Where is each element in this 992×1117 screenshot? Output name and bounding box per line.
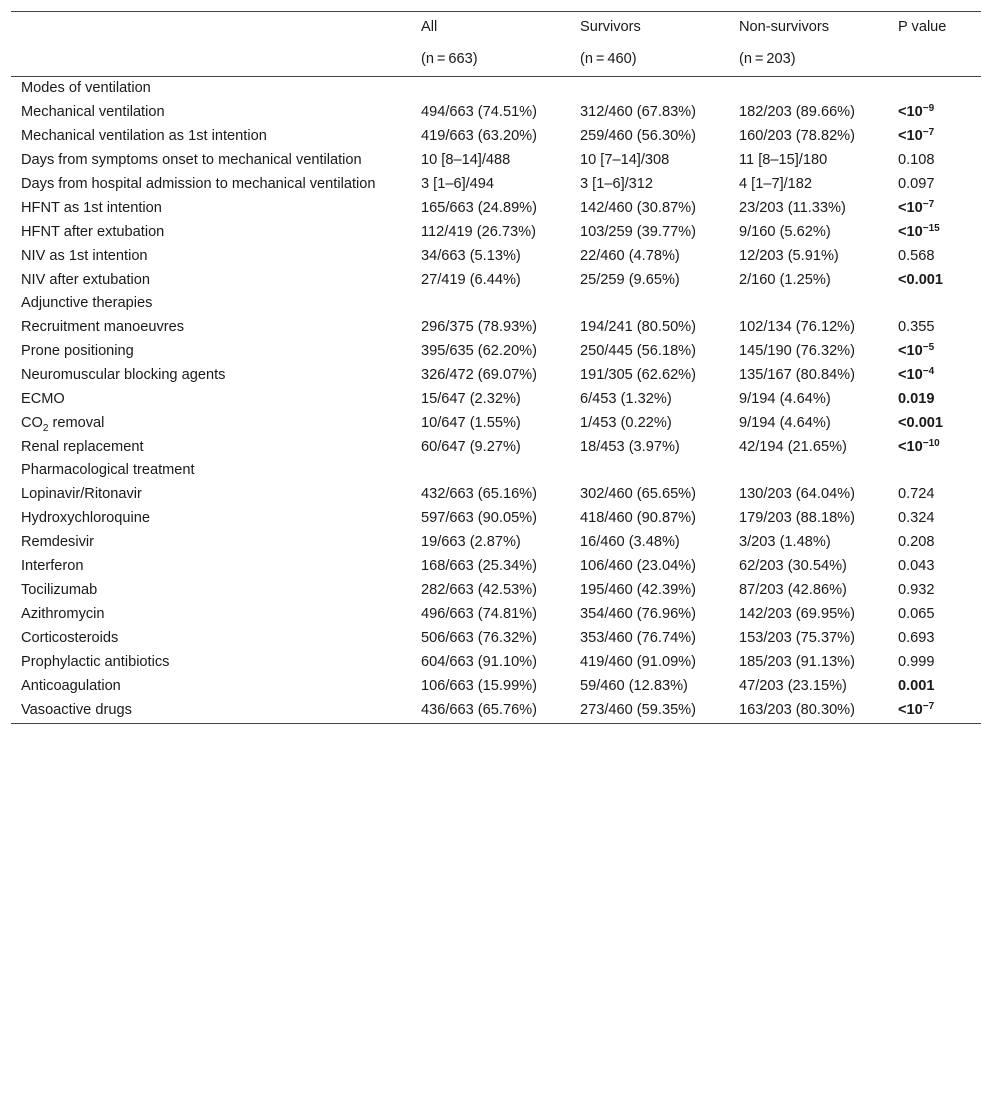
empty-cell — [570, 459, 729, 482]
cell-non-survivors: 62/203 (30.54%) — [739, 558, 847, 574]
cell-survivors: 10 [7–14]/308 — [580, 152, 670, 168]
cell-survivors: 22/460 (4.78%) — [580, 248, 680, 264]
p-value-text: 0.019 — [898, 391, 935, 407]
row-label — [11, 172, 411, 196]
header-n-non-survivors: (n = 203) — [729, 43, 888, 77]
cell-non-survivors: 182/203 (89.66%) — [739, 104, 856, 120]
row-label-text: Interferon — [21, 558, 84, 574]
row-label-text: Vasoactive drugs — [21, 702, 132, 718]
cell-all: 106/663 (15.99%) — [421, 678, 538, 694]
row-label-text: Days from symptoms onset to mechanical ventilation — [21, 152, 362, 168]
cell-survivors: 191/305 (62.62%) — [580, 367, 697, 383]
cell-all: 168/663 (25.34%) — [421, 558, 538, 574]
cell-survivors: 25/259 (9.65%) — [580, 272, 680, 288]
cell-survivors: 354/460 (76.96%) — [580, 606, 697, 622]
table-row — [11, 506, 981, 530]
row-label-subscript: 2 — [42, 423, 49, 434]
cell-survivors: 59/460 (12.83%) — [580, 678, 688, 694]
row-label — [11, 387, 411, 411]
cell-survivors: 312/460 (67.83%) — [580, 104, 697, 120]
row-label — [11, 363, 411, 387]
cell-non-survivors: 160/203 (78.82%) — [739, 128, 856, 144]
cell-survivors: 419/460 (91.09%) — [580, 654, 697, 670]
empty-cell — [888, 459, 981, 482]
p-value-text: <10 — [898, 702, 923, 718]
cell-all: 165/663 (24.89%) — [421, 200, 538, 216]
cell-survivors: 142/460 (30.87%) — [580, 200, 697, 216]
row-label — [11, 578, 411, 602]
cell-all: 419/663 (63.20%) — [421, 128, 538, 144]
header-cell-p-value: P value — [888, 12, 981, 44]
empty-cell — [729, 77, 888, 101]
cell-survivors: 103/259 (39.77%) — [580, 224, 697, 240]
data-table-container — [11, 11, 981, 724]
empty-cell — [888, 77, 981, 101]
row-label — [11, 244, 411, 268]
row-label-text: Azithromycin — [21, 606, 105, 622]
p-value-exponent: −10 — [922, 438, 940, 449]
empty-cell — [888, 292, 981, 315]
cell-p-value — [888, 554, 981, 578]
empty-cell — [570, 77, 729, 101]
row-label — [11, 100, 411, 124]
p-value-text: 0.355 — [898, 319, 935, 335]
cell-survivors: 259/460 (56.30%) — [580, 128, 697, 144]
cell-non-survivors: 9/194 (4.64%) — [739, 415, 831, 431]
cell-non-survivors: 87/203 (42.86%) — [739, 582, 847, 598]
header-row-titles — [11, 12, 981, 44]
p-value-text: <10 — [898, 367, 923, 383]
cell-p-value — [888, 387, 981, 411]
cell-survivors: 3 [1–6]/312 — [580, 176, 654, 192]
table-row — [11, 626, 981, 650]
table-row — [11, 578, 981, 602]
cell-all: 15/647 (2.32%) — [421, 391, 521, 407]
cell-non-survivors: 142/203 (69.95%) — [739, 606, 856, 622]
cell-survivors: 195/460 (42.39%) — [580, 582, 697, 598]
cell-non-survivors: 135/167 (80.84%) — [739, 367, 856, 383]
cell-survivors: 194/241 (80.50%) — [580, 319, 697, 335]
row-label — [11, 124, 411, 148]
table-row — [11, 698, 981, 724]
row-label — [11, 339, 411, 363]
p-value-text: <10 — [898, 128, 923, 144]
p-value-exponent: −7 — [922, 127, 935, 138]
row-label-text: Neuromuscular blocking agents — [21, 367, 226, 383]
cell-all: 432/663 (65.16%) — [421, 486, 538, 502]
empty-cell — [729, 459, 888, 482]
cell-non-survivors: 47/203 (23.15%) — [739, 678, 847, 694]
row-label-text: CO — [21, 415, 43, 431]
p-value-text: 0.043 — [898, 558, 935, 574]
table-row — [11, 268, 981, 292]
row-label — [11, 698, 411, 724]
p-value-text: 0.001 — [898, 678, 935, 694]
cell-p-value — [888, 220, 981, 244]
row-label — [11, 196, 411, 220]
row-label-text: NIV as 1st intention — [21, 248, 148, 264]
row-label-text: Lopinavir/Ritonavir — [21, 486, 142, 502]
empty-cell — [411, 459, 570, 482]
table-header — [11, 12, 981, 77]
table-row — [11, 124, 981, 148]
table-row — [11, 554, 981, 578]
cell-all: 494/663 (74.51%) — [421, 104, 538, 120]
cell-p-value — [888, 506, 981, 530]
empty-cell — [411, 292, 570, 315]
cell-all: 506/663 (76.32%) — [421, 630, 538, 646]
cell-all: 296/375 (78.93%) — [421, 319, 538, 335]
p-value-text: <10 — [898, 224, 923, 240]
p-value-text: 0.999 — [898, 654, 935, 670]
p-value-text: 0.693 — [898, 630, 935, 646]
cell-p-value — [888, 124, 981, 148]
row-label-text: Tocilizumab — [21, 582, 98, 598]
cell-non-survivors: 23/203 (11.33%) — [739, 200, 846, 216]
table-row — [11, 244, 981, 268]
cell-non-survivors: 179/203 (88.18%) — [739, 510, 856, 526]
cell-p-value — [888, 339, 981, 363]
header-n-variable — [11, 43, 411, 77]
cell-all: 326/472 (69.07%) — [421, 367, 538, 383]
p-value-text: 0.065 — [898, 606, 935, 622]
row-label — [11, 530, 411, 554]
table-row — [11, 100, 981, 124]
row-label-text: Remdesivir — [21, 534, 94, 550]
row-label — [11, 148, 411, 172]
cell-non-survivors: 130/203 (64.04%) — [739, 486, 856, 502]
header-n-survivors: (n = 460) — [570, 43, 729, 77]
cell-survivors: 106/460 (23.04%) — [580, 558, 697, 574]
p-value-text: <0.001 — [898, 272, 944, 288]
p-value-exponent: −7 — [922, 701, 935, 712]
table-row — [11, 530, 981, 554]
section-heading-row — [11, 459, 981, 482]
p-value-text: <0.001 — [898, 415, 944, 431]
cell-non-survivors: 4 [1–7]/182 — [739, 176, 813, 192]
row-label — [11, 220, 411, 244]
row-label-text: HFNT after extubation — [21, 224, 165, 240]
row-label-text: Prophylactic antibiotics — [21, 654, 170, 670]
p-value-exponent: −9 — [922, 103, 935, 114]
p-value-exponent: −4 — [922, 366, 935, 377]
cell-all: 496/663 (74.81%) — [421, 606, 538, 622]
cell-p-value — [888, 626, 981, 650]
row-label — [11, 268, 411, 292]
row-label-rest: removal — [48, 415, 105, 431]
cell-all: 34/663 (5.13%) — [421, 248, 521, 264]
table-row — [11, 220, 981, 244]
section-heading-row — [11, 292, 981, 315]
row-label-text: Renal replacement — [21, 439, 144, 455]
cell-p-value — [888, 100, 981, 124]
cell-non-survivors: 163/203 (80.30%) — [729, 698, 888, 724]
p-value-exponent: −5 — [922, 342, 935, 353]
table-row — [11, 602, 981, 626]
row-label — [11, 506, 411, 530]
cell-all: 597/663 (90.05%) — [421, 510, 538, 526]
row-label-text: Anticoagulation — [21, 678, 121, 694]
row-label-text: Recruitment manoeuvres — [21, 319, 185, 335]
p-value-exponent: −15 — [922, 223, 940, 234]
row-label — [11, 602, 411, 626]
cell-all: 112/419 (26.73%) — [421, 224, 536, 240]
row-label-text: Days from hospital admission to mechanical ventilation — [21, 176, 376, 192]
header-n-p-value — [888, 43, 981, 77]
table-row — [11, 172, 981, 196]
cell-p-value — [888, 435, 981, 459]
p-value-text: 0.108 — [898, 152, 935, 168]
header-cell-non-survivors: Non-survivors — [729, 12, 888, 44]
cell-non-survivors: 42/194 (21.65%) — [739, 439, 847, 455]
row-label-text: Mechanical ventilation as 1st intention — [21, 128, 267, 144]
row-label-text: HFNT as 1st intention — [21, 200, 162, 216]
p-value-text: <10 — [898, 343, 923, 359]
table-row — [11, 411, 981, 435]
cell-all: 282/663 (42.53%) — [421, 582, 538, 598]
table-row — [11, 196, 981, 220]
cell-p-value — [888, 698, 981, 724]
table-row — [11, 148, 981, 172]
cell-p-value — [888, 411, 981, 435]
cell-all: 60/647 (9.27%) — [421, 439, 521, 455]
table-row — [11, 339, 981, 363]
cell-survivors: 302/460 (65.65%) — [580, 486, 697, 502]
cell-all: 27/419 (6.44%) — [421, 272, 521, 288]
cell-all: 604/663 (91.10%) — [421, 654, 538, 670]
cell-all: 10 [8–14]/488 — [421, 152, 511, 168]
empty-cell — [729, 292, 888, 315]
cell-p-value — [888, 363, 981, 387]
cell-p-value — [888, 674, 981, 698]
cell-p-value — [888, 650, 981, 674]
row-label — [11, 626, 411, 650]
outcomes-table — [11, 11, 981, 724]
cell-survivors: 250/445 (56.18%) — [580, 343, 697, 359]
cell-all: 436/663 (65.76%) — [411, 698, 570, 724]
row-label-text: Prone positioning — [21, 343, 134, 359]
row-label — [11, 554, 411, 578]
cell-non-survivors: 9/160 (5.62%) — [739, 224, 831, 240]
table-row — [11, 674, 981, 698]
table-row — [11, 363, 981, 387]
p-value-text: 0.568 — [898, 248, 935, 264]
row-label — [11, 482, 411, 506]
row-label — [11, 650, 411, 674]
cell-non-survivors: 9/194 (4.64%) — [739, 391, 831, 407]
p-value-text: <10 — [898, 104, 923, 120]
section-heading: Pharmacological treatment — [21, 462, 195, 478]
p-value-exponent: −7 — [922, 199, 935, 210]
cell-p-value — [888, 530, 981, 554]
section-heading-row — [11, 77, 981, 101]
row-label-text: Corticosteroids — [21, 630, 119, 646]
empty-cell — [411, 77, 570, 101]
cell-all: 395/635 (62.20%) — [421, 343, 538, 359]
cell-non-survivors: 2/160 (1.25%) — [739, 272, 831, 288]
cell-survivors: 6/453 (1.32%) — [580, 391, 672, 407]
section-heading: Modes of ventilation — [21, 80, 151, 96]
row-label — [11, 411, 411, 435]
empty-cell — [570, 292, 729, 315]
table-row — [11, 387, 981, 411]
p-value-text: <10 — [898, 200, 923, 216]
p-value-text: 0.324 — [898, 510, 935, 526]
cell-p-value — [888, 482, 981, 506]
cell-all: 19/663 (2.87%) — [421, 534, 521, 550]
table-body — [11, 77, 981, 724]
header-n-all: (n = 663) — [411, 43, 570, 77]
cell-p-value — [888, 172, 981, 196]
row-label — [11, 435, 411, 459]
cell-non-survivors: 145/190 (76.32%) — [739, 343, 856, 359]
row-label — [11, 315, 411, 339]
header-row-counts — [11, 43, 981, 77]
cell-survivors: 273/460 (59.35%) — [570, 698, 729, 724]
cell-p-value — [888, 148, 981, 172]
cell-non-survivors: 153/203 (75.37%) — [739, 630, 856, 646]
p-value-text: 0.724 — [898, 486, 935, 502]
section-heading: Adjunctive therapies — [21, 295, 153, 311]
cell-p-value — [888, 578, 981, 602]
row-label-text: Mechanical ventilation — [21, 104, 165, 120]
cell-p-value — [888, 244, 981, 268]
table-row — [11, 650, 981, 674]
cell-p-value — [888, 602, 981, 626]
p-value-text: <10 — [898, 439, 923, 455]
cell-survivors: 1/453 (0.22%) — [580, 415, 672, 431]
p-value-text: 0.932 — [898, 582, 935, 598]
header-cell-variable — [11, 12, 411, 44]
cell-p-value — [888, 268, 981, 292]
cell-survivors: 18/453 (3.97%) — [580, 439, 680, 455]
cell-survivors: 353/460 (76.74%) — [580, 630, 697, 646]
cell-all: 3 [1–6]/494 — [421, 176, 495, 192]
p-value-text: 0.097 — [898, 176, 935, 192]
cell-non-survivors: 3/203 (1.48%) — [739, 534, 831, 550]
table-row — [11, 482, 981, 506]
cell-all: 10/647 (1.55%) — [421, 415, 521, 431]
cell-non-survivors: 12/203 (5.91%) — [739, 248, 839, 264]
row-label-text: Hydroxychloroquine — [21, 510, 150, 526]
table-row — [11, 435, 981, 459]
row-label — [11, 674, 411, 698]
cell-p-value — [888, 315, 981, 339]
cell-survivors: 16/460 (3.48%) — [580, 534, 680, 550]
header-cell-all: All — [411, 12, 570, 44]
cell-non-survivors: 185/203 (91.13%) — [739, 654, 856, 670]
table-row — [11, 315, 981, 339]
row-label-text: NIV after extubation — [21, 272, 150, 288]
p-value-text: 0.208 — [898, 534, 935, 550]
cell-non-survivors: 102/134 (76.12%) — [739, 319, 856, 335]
cell-survivors: 418/460 (90.87%) — [580, 510, 697, 526]
cell-p-value — [888, 196, 981, 220]
header-cell-survivors: Survivors — [570, 12, 729, 44]
cell-non-survivors: 11 [8–15]/180 — [739, 152, 828, 168]
row-label-text: ECMO — [21, 391, 65, 407]
